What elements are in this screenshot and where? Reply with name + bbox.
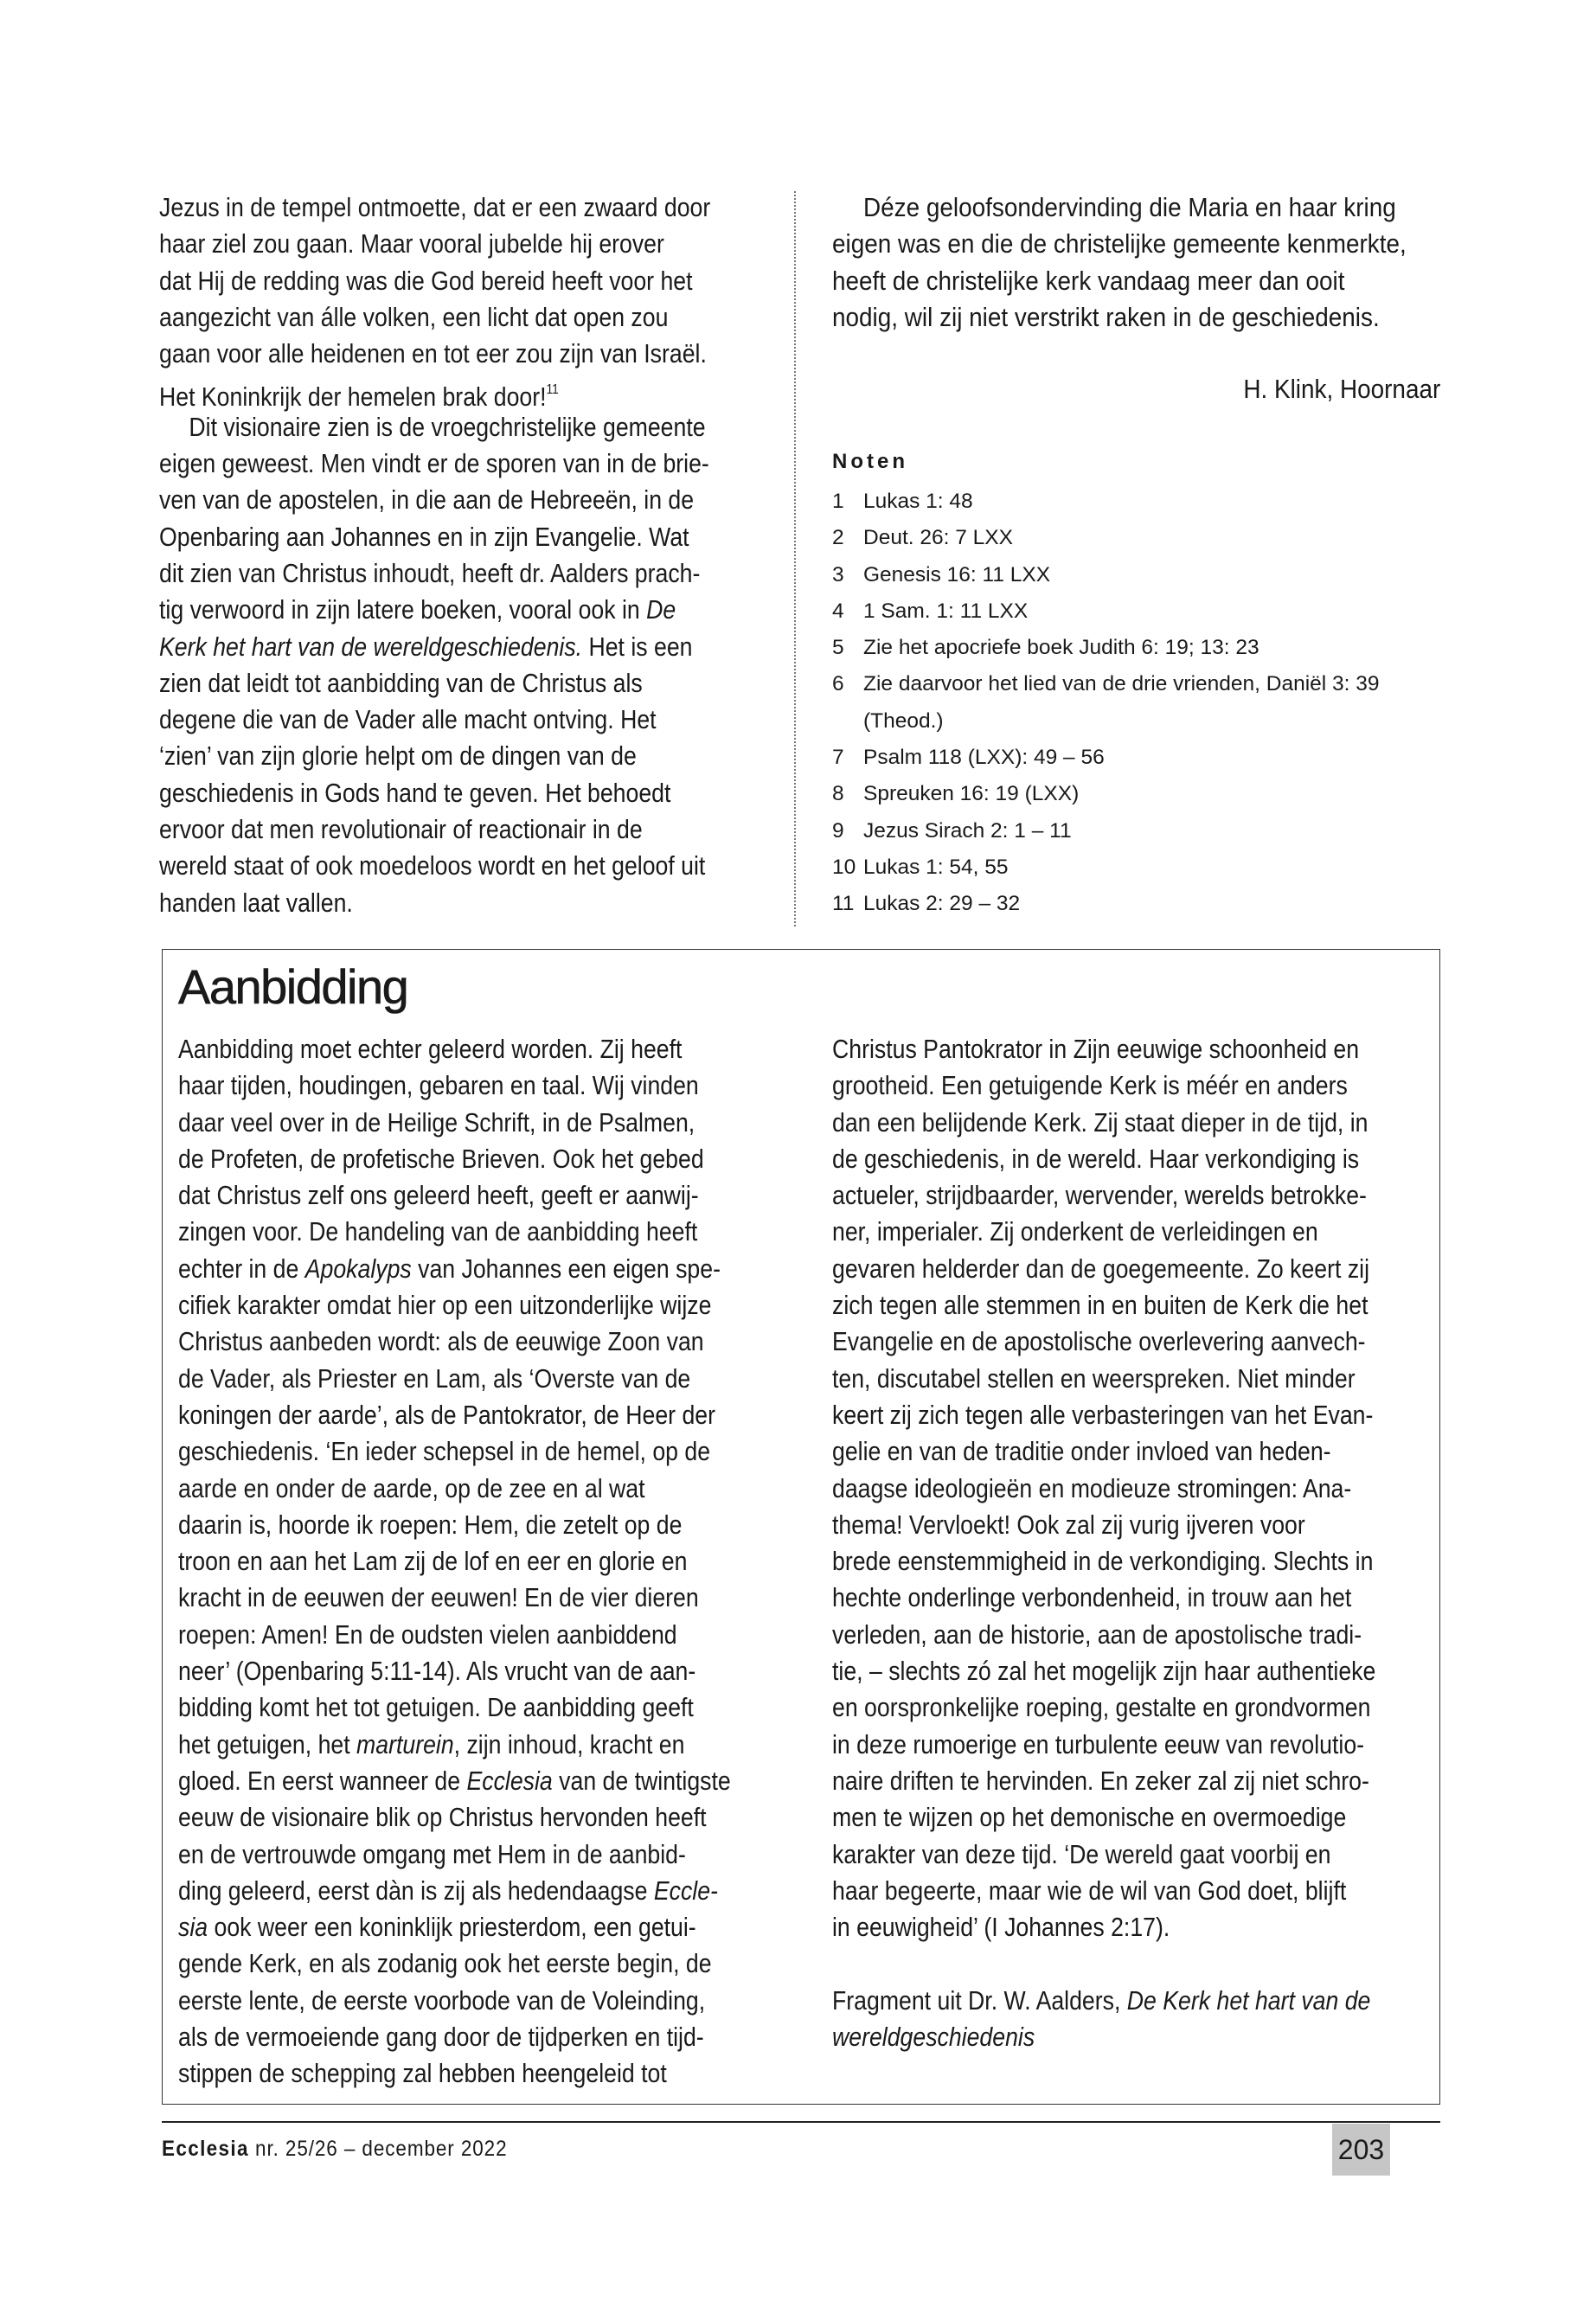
text-line: ervoor dat men revolutionair of reactionair in de xyxy=(159,814,643,845)
note-number xyxy=(832,703,863,740)
text-line: Kerk het hart van de wereldgeschiedenis. Het is een xyxy=(159,631,693,662)
text-line: keert zij zich tegen alle verbasteringen van het Evan- xyxy=(832,1399,1374,1430)
issue-info: nr. 25/26 – december 2022 xyxy=(255,2137,508,2161)
italic-text: Kerk het hart van de wereldgeschiedenis. xyxy=(159,631,583,662)
text-line: Jezus in de tempel ontmoette, dat er een zwaard door xyxy=(159,192,711,222)
text-line: grootheid. Een getuigende Kerk is méér en anders xyxy=(832,1070,1348,1101)
text-line: koningen der aarde’, als de Pantokrator, de Heer der xyxy=(178,1399,715,1430)
text-line: zich tegen alle stemmen in en buiten de Kerk die het xyxy=(832,1290,1368,1321)
text-line: wereld staat of ook moedeloos wordt en het geloof uit xyxy=(159,850,706,881)
text-line: ‘zien’ van zijn glorie helpt om de dingen van de xyxy=(159,740,637,772)
text-line: sia ook weer een koninklijk priesterdom, een getui- xyxy=(178,1912,696,1943)
text-line: daagse ideologieën en modieuze stromingen: Ana- xyxy=(832,1472,1352,1503)
note-number: 3 xyxy=(832,562,844,586)
note-item xyxy=(832,557,1380,593)
note-item xyxy=(832,630,1380,666)
text-line: hechte onderlinge verbondenheid, in trouw aan het xyxy=(832,1582,1352,1613)
text-line: echter in de Apokalyps van Johannes een eigen spe- xyxy=(178,1253,721,1284)
note-text: Zie het apocriefe boek Judith 6: 19; 13: 23 xyxy=(863,636,1259,660)
note-number: 7 xyxy=(832,746,844,770)
text-line: in deze rumoerige en turbulente eeuw van revolutio- xyxy=(832,1728,1365,1759)
magazine-name: Ecclesia xyxy=(162,2137,249,2161)
note-number: 6 xyxy=(832,672,844,696)
text-line: handen laat vallen. xyxy=(159,887,353,918)
note-item xyxy=(832,666,1380,702)
text-line: eigen geweest. Men vindt er de sporen van in de brie- xyxy=(159,448,709,479)
aanbidding-box xyxy=(162,949,1440,2105)
column-divider xyxy=(794,191,796,926)
note-text: Genesis 16: 11 LXX xyxy=(863,562,1051,586)
note-item xyxy=(832,849,1380,886)
text-line: aarde en onder de aarde, op de zee en al wat xyxy=(178,1472,645,1503)
text-line: dan een belijdende Kerk. Zij staat dieper in de tijd, in xyxy=(832,1106,1368,1138)
box-right-column xyxy=(832,1031,1465,2055)
text-line: brede eenstemmigheid in de verkondiging. Slechts in xyxy=(832,1546,1374,1577)
note-text: Jezus Sirach 2: 1 – 11 xyxy=(863,818,1072,843)
footer-rule xyxy=(162,2121,1440,2123)
text-line: haar tijden, houdingen, gebaren en taal. Wij vinden xyxy=(178,1070,699,1101)
note-item xyxy=(832,776,1380,812)
text-line: daarin is, hoorde ik roepen: Hem, die zetelt op de xyxy=(178,1509,683,1540)
footnote-ref: 11 xyxy=(546,382,559,398)
text-line: dit zien van Christus inhoudt, heeft dr. Aalders prach- xyxy=(159,557,701,588)
italic-text: Eccle- xyxy=(653,1875,718,1906)
text-line: Het Koninkrijk der hemelen brak door!$^{11}$ xyxy=(159,381,559,413)
note-number: 8 xyxy=(832,782,844,806)
note-text: Spreuken 16: 19 (LXX) xyxy=(863,782,1080,806)
note-item xyxy=(832,813,1380,849)
box-title: Aanbidding xyxy=(178,959,408,1014)
note-number: 11 xyxy=(832,892,855,916)
note-text: Lukas 1: 54, 55 xyxy=(863,855,1009,879)
note-text: Psalm 118 (LXX): 49 – 56 xyxy=(863,746,1105,770)
text-line: degene die van de Vader alle macht ontving. Het xyxy=(159,704,657,735)
note-text: Lukas 2: 29 – 32 xyxy=(863,892,1021,916)
italic-text: De Kerk het hart van de xyxy=(1126,1984,1371,2016)
text-line: de Vader, als Priester en Lam, als ‘Overste van de xyxy=(178,1362,691,1394)
text-line: naire driften te hervinden. En zeker zal zij niet schro- xyxy=(832,1765,1369,1796)
text-line xyxy=(832,2019,1375,2055)
text-line: dat Christus zelf ons geleerd heeft, geeft er aanwij- xyxy=(178,1180,699,1211)
text-line xyxy=(832,1945,1375,1982)
text-line: men te wijzen op het demonische en overmoedige xyxy=(832,1802,1347,1833)
text-line: Christus Pantokrator in Zijn eeuwige schoonheid en xyxy=(832,1034,1360,1064)
note-number: 9 xyxy=(832,818,844,843)
text-line: zien dat leidt tot aanbidding van de Christus als xyxy=(159,667,643,698)
text-line: Aanbidding moet echter geleerd worden. Zij heeft xyxy=(178,1034,683,1064)
text-line: aangezicht van álle volken, een licht dat open zou xyxy=(159,301,669,332)
text-line: troon en aan het Lam zij de lof en eer en glorie en xyxy=(178,1546,688,1577)
text-line: geschiedenis in Gods hand te geven. Het behoedt xyxy=(159,777,671,808)
text-line: gende Kerk, en als zodanig ook het eerste begin, de xyxy=(178,1948,712,1979)
text-line: de Profeten, de profetische Brieven. Ook het gebed xyxy=(178,1143,704,1174)
note-text: 1 Sam. 1: 11 LXX xyxy=(863,599,1029,623)
italic-text: sia xyxy=(178,1912,208,1943)
text-line: thema! Vervloekt! Ook zal zij vurig ijveren voor xyxy=(832,1509,1305,1540)
text-line: en oorspronkelijke roeping, gestalte en grondvormen xyxy=(832,1692,1371,1723)
note-number: 10 xyxy=(832,855,856,879)
note-item xyxy=(832,484,1380,520)
text-line: gevaren helderder dan de goegemeente. Zo keert zij xyxy=(832,1253,1370,1284)
note-item xyxy=(832,740,1380,776)
note-number: 1 xyxy=(832,490,844,513)
text-line: tig verwoord in zijn latere boeken, vooral ook in De xyxy=(159,594,676,625)
italic-text: Ecclesia xyxy=(466,1765,553,1796)
note-text: Lukas 1: 48 xyxy=(863,490,973,513)
footer xyxy=(162,2137,507,2162)
text-line: het getuigen, het marturein, zijn inhoud, kracht en xyxy=(178,1728,685,1759)
notes-list xyxy=(832,484,1380,923)
text-line: eigen was en die de christelijke gemeente kenmerkte, xyxy=(832,228,1407,260)
text-line: gelie en van de traditie onder invloed van heden- xyxy=(832,1436,1331,1467)
text-line: zingen voor. De handeling van de aanbidding heeft xyxy=(178,1216,698,1247)
italic-text: marturein xyxy=(356,1728,454,1759)
text-line: stippen de schepping zal hebben heengeleid tot xyxy=(178,2058,667,2089)
note-text: Zie daarvoor het lied van de drie vrienden, Daniël 3: 39 xyxy=(863,672,1380,696)
text-line: karakter van deze tijd. ‘De wereld gaat voorbij en xyxy=(832,1838,1331,1869)
page-number: 203 xyxy=(1332,2124,1390,2176)
text-line: neer’ (Openbaring 5:11-14). Als vrucht van de aan- xyxy=(178,1656,696,1687)
text-line: bidding komt het tot getuigen. De aanbidding geeft xyxy=(178,1692,694,1723)
text-line: de geschiedenis, in de wereld. Haar verkondiging is xyxy=(832,1143,1360,1174)
author-signature: H. Klink, Hoornaar xyxy=(1243,374,1440,404)
text-line: ner, imperialer. Zij onderkent de verleidingen en xyxy=(832,1216,1318,1247)
italic-text: Apokalyps xyxy=(304,1253,412,1284)
box-left-column xyxy=(178,1031,821,2093)
note-number: 4 xyxy=(832,599,844,623)
text-line: eerste lente, de eerste voorbode van de Voleinding, xyxy=(178,1984,706,2016)
text-line: Evangelie en de apostolische overlevering aanvech- xyxy=(832,1326,1366,1357)
notes-heading: Noten xyxy=(832,450,908,473)
text-line: ten, discutabel stellen en weerspreken. Niet minder xyxy=(832,1362,1356,1394)
note-text: Deut. 26: 7 LXX xyxy=(863,526,1013,550)
note-number: 2 xyxy=(832,526,844,550)
text-line: tie, – slechts zó zal het mogelijk zijn haar authentieke xyxy=(832,1656,1376,1687)
text-line: daar veel over in de Heilige Schrift, in de Psalmen, xyxy=(178,1106,695,1138)
italic-text: wereldgeschiedenis xyxy=(832,2022,1035,2053)
text-line: verleden, aan de historie, aan de apostolische tradi- xyxy=(832,1618,1362,1650)
text-line: Openbaring aan Johannes en in zijn Evangelie. Wat xyxy=(159,521,689,552)
note-number: 5 xyxy=(832,636,844,660)
top-right-column xyxy=(832,189,1471,336)
text-line: Fragment uit Dr. W. Aalders, De Kerk het hart van de xyxy=(832,1984,1371,2016)
text-line: cifiek karakter omdat hier op een uitzonderlijke wijze xyxy=(178,1290,712,1321)
text-line: roepen: Amen! En de oudsten vielen aanbiddend xyxy=(178,1618,677,1650)
text-line: gloed. En eerst wanneer de Ecclesia van de twintigste xyxy=(178,1765,731,1796)
italic-text: De xyxy=(646,594,676,625)
text-line: en de vertrouwde omgang met Hem in de aanbid- xyxy=(178,1838,686,1869)
text-line: kracht in de eeuwen der eeuwen! En de vier dieren xyxy=(178,1582,699,1613)
note-item xyxy=(832,520,1380,556)
text-line: geschiedenis. ‘En ieder schepsel in de hemel, op de xyxy=(178,1436,711,1467)
text-line: Dit visionaire zien is de vroegchristelijke gemeente xyxy=(189,411,706,442)
text-line: ding geleerd, eerst dàn is zij als hedendaagse Eccle- xyxy=(178,1875,718,1906)
text-line: in eeuwigheid’ (I Johannes 2:17). xyxy=(832,1912,1170,1943)
top-left-column xyxy=(159,189,800,921)
text-line: als de vermoeiende gang door de tijdperken en tijd- xyxy=(178,2022,704,2053)
note-item xyxy=(832,703,1380,740)
text-line: heeft de christelijke kerk vandaag meer dan ooit xyxy=(832,265,1345,296)
text-line: dat Hij de redding was die God bereid heeft voor het xyxy=(159,265,693,296)
text-line: Déze geloofsondervinding die Maria en haar kring xyxy=(863,192,1396,222)
note-item xyxy=(832,593,1380,630)
note-item xyxy=(832,886,1380,922)
text-line: actueler, strijdbaarder, wervender, werelds betrokke- xyxy=(832,1180,1367,1211)
text-line: Christus aanbeden wordt: als de eeuwige Zoon van xyxy=(178,1326,704,1357)
text-line: nodig, wil zij niet verstrikt raken in de geschiedenis. xyxy=(832,301,1380,332)
text-line: ven van de apostelen, in die aan de Hebreeën, in de xyxy=(159,484,695,516)
text-line: eeuw de visionaire blik op Christus hervonden heeft xyxy=(178,1802,707,1833)
text-line: haar begeerte, maar wie de wil van God doet, blijft xyxy=(832,1875,1347,1906)
note-text: (Theod.) xyxy=(863,708,944,733)
text-line: haar ziel zou gaan. Maar vooral jubelde hij erover xyxy=(159,228,664,260)
text-line: gaan voor alle heidenen en tot eer zou zijn van Israël. xyxy=(159,338,707,369)
